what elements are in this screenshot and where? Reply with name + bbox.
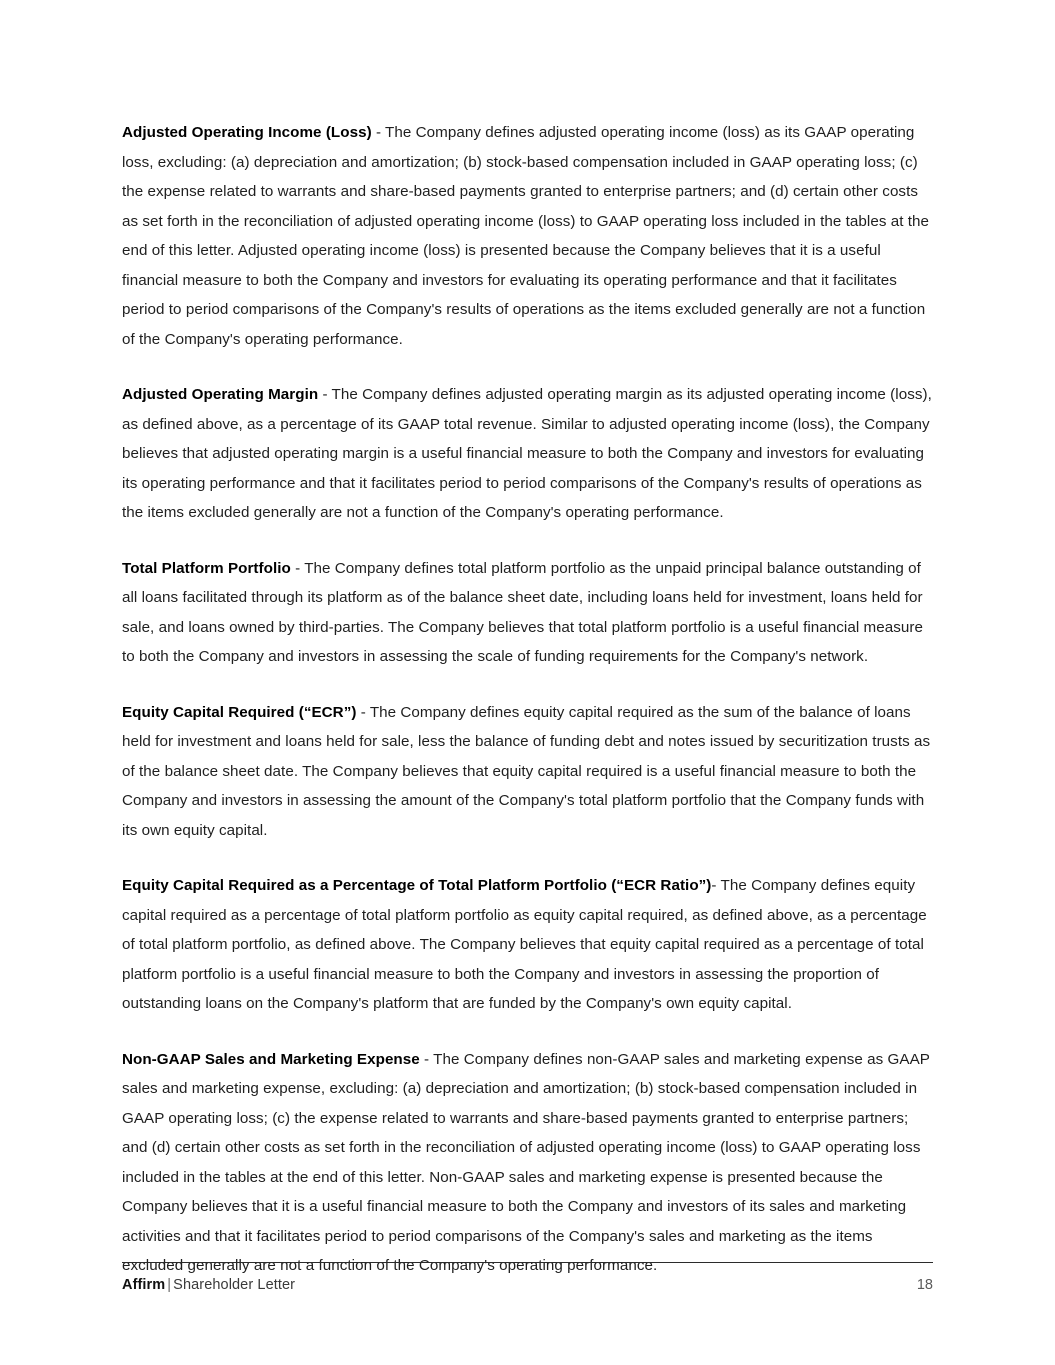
paragraph-total-platform-portfolio (122, 554, 934, 672)
brand-wordmark: Affirm (122, 1277, 166, 1293)
paragraph-adjusted-operating-margin (122, 380, 934, 528)
paragraph-equity-capital-required (122, 698, 934, 846)
term-label: Adjusted Operating Income (Loss) (122, 124, 372, 141)
footer-separator: | (167, 1277, 172, 1293)
term-body: - The Company defines equity capital required as a percentage of total platform portfolio as equity capital required, as defined above, as a percentage of total platform portfolio, as defined above. The Company believes that equity capital required as a percentage of total platform portfolio is a useful financial measure to both the Company and investors in assessing the proportion of outstanding loans on the Company's platform that are funded by the Company's own equity capital. (122, 877, 927, 1012)
page-footer (122, 1262, 933, 1293)
term-label: Total Platform Portfolio (122, 559, 291, 577)
document-body (122, 118, 934, 1281)
paragraph-ecr-ratio (122, 871, 934, 1019)
term-body: - The Company defines equity capital required as the sum of the balance of loans held for investment and loans held for sale, less the balance of funding debt and notes issued by securitization trusts as of the balance sheet date. The Company believes that equity capital required is a useful financial measure to both the Company and investors in assessing the amount of the Company's total platform portfolio that the Company funds with its own equity capital. (122, 703, 931, 839)
term-body: - The Company defines adjusted operating income (loss) as its GAAP operating loss, excluding: (a) depreciation and amortization; (b) stock-based compensation included in GAAP operating loss; (c) the expense related to warrants and share-based payments granted to enterprise partners; and (d) certain other costs as set forth in the reconciliation of adjusted operating income (loss) to GAAP operating loss included in the tables at the end of this letter. Adjusted operating income (loss) is presented because the Company believes that it is a useful financial measure to both the Company and investors for evaluating its operating performance and that it facilitates period to period comparisons of the Company's results of operations as the items excluded generally are not a function of the Company's operating performance. (122, 124, 930, 348)
term-body: - The Company defines adjusted operating margin as its adjusted operating income (loss), as defined above, as a percentage of its GAAP total revenue. Similar to adjusted operating income (loss), the Company believes that adjusted operating margin is a useful financial measure to both the Company and investors for evaluating its operating performance and that it facilitates period to period comparisons of the Company's results of operations as the items excluded generally are not a function of the Company's operating performance. (122, 386, 932, 521)
term-label: Equity Capital Required as a Percentage of Total Platform Portfolio (“ECR Ratio”) (122, 877, 712, 894)
term-label: Non-GAAP Sales and Marketing Expense (122, 1050, 420, 1068)
term-body: - The Company defines non-GAAP sales and marketing expense as GAAP sales and marketing expense, excluding: (a) depreciation and amortization; (b) stock-based compensation included in GAAP operating loss; (c) the expense related to warrants and share-based payments granted to enterprise partners; and (d) certain other costs as set forth in the reconciliation of adjusted operating income (loss) to GAAP operating loss included in the tables at the end of this letter. Non-GAAP sales and marketing expense is presented because the Company believes that it is a useful financial measure to both the Company and investors of its sales and marketing activities and that it facilitates period to period comparisons of the Company's sales and marketing as the items excluded generally are not a function of the Company's operating performance. (122, 1050, 930, 1274)
term-label: Adjusted Operating Margin (122, 386, 319, 403)
paragraph-adjusted-operating-income-loss (122, 118, 934, 354)
term-label: Equity Capital Required (“ECR”) (122, 703, 357, 721)
page-number: 18 (916, 1277, 933, 1293)
footer-brand-block (122, 1277, 295, 1293)
paragraph-non-gaap-sales-and-marketing-expense (122, 1045, 934, 1281)
term-body: - The Company defines total platform portfolio as the unpaid principal balance outstanding of all loans facilitated through its platform as of the balance sheet date, including loans held for investment, loans held for sale, and loans owned by third-parties. The Company believes that total platform portfolio is a useful financial measure to both the Company and investors in assessing the scale of funding requirements for the Company's network. (122, 559, 923, 665)
footer-subtitle: Shareholder Letter (173, 1277, 296, 1293)
footer-divider (122, 1262, 933, 1263)
footer-row (122, 1277, 933, 1293)
